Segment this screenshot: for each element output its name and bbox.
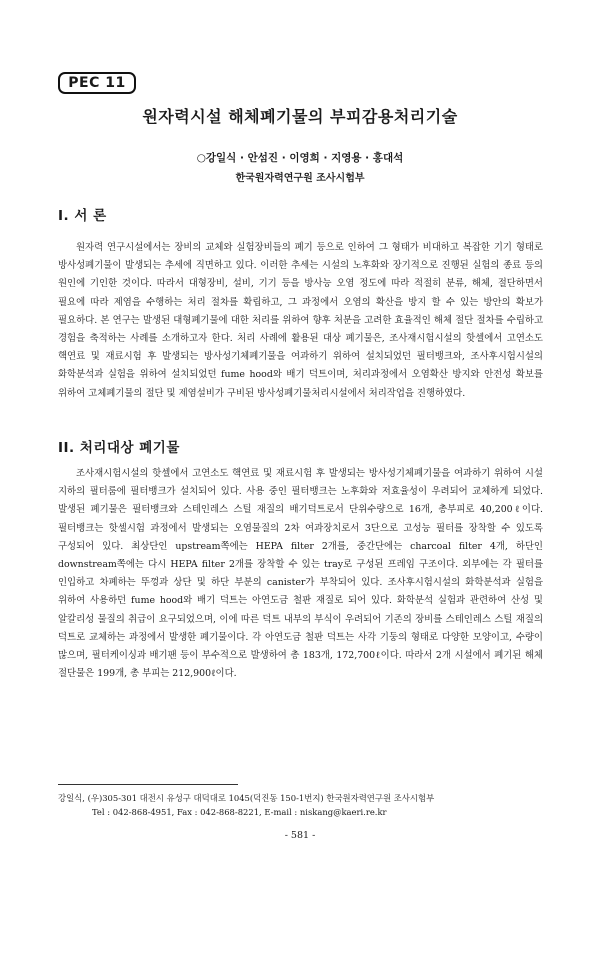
paper-authors: ○강일식 · 안섬진 · 이영희 · 지영용 · 홍대석 xyxy=(196,152,404,164)
paper-affiliation: 한국원자력연구원 조사시험부 xyxy=(235,173,365,184)
page-number: - 581 - xyxy=(284,830,316,841)
footnote-address: 강일식, (우)305-301 대전시 유성구 대덕대로 1045(덕진동 150-1번지) 한국원자력연구원 조사시험부 xyxy=(58,793,435,803)
section-heading-target-waste: II. 처리대상 폐기물 xyxy=(58,440,180,456)
paper-title: 원자력시설 해체폐기물의 부피감용처리기술 xyxy=(142,107,458,126)
footnote-divider xyxy=(58,784,238,785)
footnote-contact: Tel : 042-868-4951, Fax : 042-868-8221, E-mail : niskang@kaeri.re.kr xyxy=(92,807,387,817)
section-heading-introduction: I. 서 론 xyxy=(58,208,107,224)
section-body-introduction: 원자력 연구시설에서는 장비의 교체와 실험장비들의 폐기 등으로 인하여 그 형태가 비대하고 복잡한 기기 형태로 방사성폐기물이 발생되는 추세에 직면하고 있다. 이러한 추세는 시설의 노후화와 장기적으로 진행된 실험의 종료 등의 원인에 기인한 것이다. 따라서 대형장비, 설비, 기기 등을 방사능 오염 정도에 따라 적절히 분류, 해체, 절단하면서 필요에 따라 제염을 수행하는 처리 절차를 확립하고, 그 과정에서 오염의 확산을 방지 할 수 있는 방안의 확보가 필요하다. 본 연구는 발생된 대형폐기물에 대한 처리를 위하여 향후 처분을 고려한 효율적인 해체 절단 절차를 수립하고 경험을 축적하는 사례를 소개하고자 한다. 처리 사례에 활용된 대상 폐기물은, 조사재시험시설의 핫셀에서 고연소도 핵연료 및 재료시험 후 발생되는 방사성기체폐기물을 여과하기 위하여 설치되었던 필터뱅크와, 조사후시험시설의 화학분석과 실험을 위하여 설치되었던 fume hood와 배기 덕트이며, 처리과정에서 오염확산 방지와 안전성 확보를 위하여 고체폐기물의 절단 및 제염설비가 구비된 방사성폐기물처리시설에서 처리작업을 진행하였다. xyxy=(58,242,543,399)
paper-code-badge: PEC 11 xyxy=(58,72,136,94)
section-body-target-waste: 조사재시험시설의 핫셀에서 고연소도 핵연료 및 재료시험 후 발생되는 방사성기체폐기물을 여과하기 위하여 시설 지하의 필터룸에 필터뱅크가 설치되어 있다. 사용 중인 필터뱅크는 노후화와 저효율성이 우려되어 교체하게 되었다. 발생된 폐기물은 필터뱅크와 스테인레스 스틸 재질의 배기덕트로서 단위수량으로 16개, 총부피로 40,200ℓ이다. 필터뱅크는 핫셀시험 과정에서 발생되는 오염물질의 2차 여과장치로서 3단으로 고성능 필터를 장착할 수 있도록 구성되어 있다. 최상단인 upstream쪽에는 HEPA filter 2개를, 중간단에는 charcoal filter 4개, 하단인 downstream쪽에는 다시 HEPA filter 2개를 장착할 수 있는 tray로 구성된 프레임 구조이다. 외부에는 각 필터를 인입하고 차폐하는 뚜껑과 상단 및 하단 부분의 canister가 부착되어 있다. 조사후시험시설의 화학분석과 실험을 위하여 사용하던 fume hood와 배기 덕트는 아연도금 철판 재질로 되어 있다. 화학분석 실험과 관련하여 산성 및 알칼리성 물질의 취급이 요구되었으며, 이에 따른 덕트 내부의 부식이 우려되어 기존의 장비를 스테인레스 스틸 재질의 덕트로 교체하는 과정에서 발생한 폐기물이다. 각 아연도금 철판 덕트는 사각 기둥의 형태로 다양한 모양이고, 수량이 많으며, 필터케이싱과 배기팬 등이 부수적으로 발생하여 총 183개, 172,700ℓ이다. 따라서 2개 시설에서 폐기된 해체 절단물은 199개, 총 부피는 212,900ℓ이다. xyxy=(58,468,543,680)
